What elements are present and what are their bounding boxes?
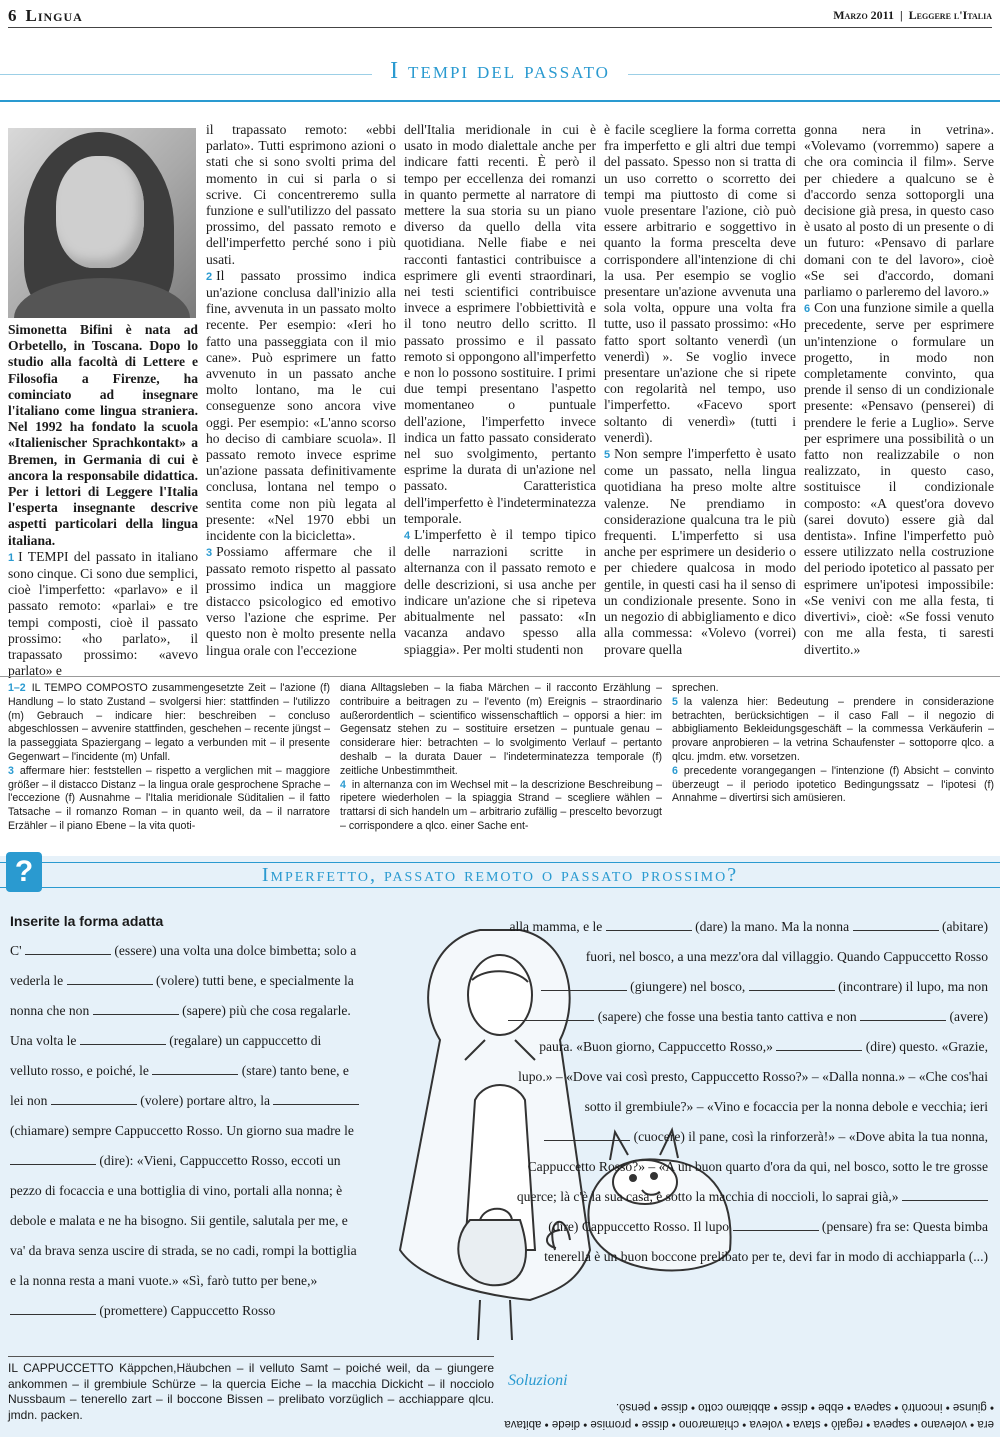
- exercise-text-segment: (sapere) più che cosa regalarle. Una volta le: [10, 1003, 351, 1048]
- glossary-entry: sprechen.: [672, 682, 719, 694]
- issue-date: Marzo 2011: [833, 8, 895, 22]
- answer-blank[interactable]: [10, 1151, 96, 1165]
- author-photo: [8, 128, 196, 318]
- answer-blank[interactable]: [51, 1091, 137, 1105]
- glossary-entry: [8, 682, 330, 765]
- exercise-text-segment: (stare) tanto bene, e lei non: [10, 1063, 349, 1108]
- glossary-entry: [8, 765, 330, 834]
- paragraph-text: Con una funzione simile a quella precedente, serve per esprimere un'intenzione o formulare un progetto, in modo non completamente convinto, qua prende il senso di un condizionale presente: «Pensavo (penserei) di prendere le ferie a Luglio». Serve per esprimere una possibilità o un fatto non realizzabile o non realizzato, in questo caso, sostituisce il condizionale composto: «A quest'ora dovevo (sarei dovuto) essere già dal dentista». Infine l'imperfetto può essere utilizzato nella costruzione del periodo ipotetico al passato per esprimere un'ipotesi impossibile: «Se venivi con me alla festa, ti divertivi», cioè: «Se fossi venuto con me alla festa, ti saresti divertito.»: [804, 300, 994, 657]
- exercise-text-left: [10, 910, 362, 1326]
- exercise-text-segment: (abitare) fuori, nel bosco, a una mezz'ora dal villaggio. Quando Cappuccetto Rosso: [585, 919, 988, 964]
- exercise-glossary: IL CAPPUCCETTO Käppchen,Häubchen – il velluto Samt – poiché weil, da – giungere ankommen – il grembiule Schürze – la quercia Eiche – la macchia Dickicht – il nocciolo Nussbaum – tenerello zart – il boccone Bissen – prelibato vorzüglich – acchiappare qlcu. jmdn. packen.: [8, 1356, 494, 1423]
- solutions-upside-down: era • volevano • sapeva • regalò • stava • voleva • chiamarono • disse • promise • diede • abitava • giunse • incontrò • sapeva • ebbe • disse • abbiamo cotto • disse • pensò.: [504, 1401, 994, 1430]
- exercise-text-segment: (essere) una volta una dolce bimbetta; solo a vederla le: [10, 943, 357, 988]
- paragraph-text: I TEMPI del passato in italiano sono cinque. Ci sono due semplici, cioè l'imperfetto: «parlavo» e il passato remoto: «parlai» e tre tempi composti, cioè il passato prossimo: «ho parlato», il trapassato prossimo: «avevo parlato» e: [8, 548, 198, 679]
- answer-blank[interactable]: [541, 977, 627, 991]
- glossary-number: 6: [672, 764, 678, 777]
- paragraph-text: Possiamo affermare che il passato remoto rispetto al passato prossimo indica un maggiore distacco psicologico ed emotivo verso l'azione che esprime. Per questo non è molto presente nella lingua orale con l'eccezione: [206, 544, 396, 658]
- section-name: Lingua: [25, 6, 83, 25]
- answer-blank[interactable]: [67, 971, 153, 985]
- answer-blank[interactable]: [860, 1007, 946, 1021]
- exercise-text-segment: (dire) Cappuccetto Rosso. Il lupo: [548, 1219, 730, 1234]
- glossary-number: 4: [340, 778, 346, 791]
- exercise-text-segment: (volere) portare altro, la: [140, 1093, 271, 1108]
- answer-blank[interactable]: [10, 1301, 96, 1315]
- glossary-text: in alternanza con im Wechsel mit – la descrizione Beschreibung – ripetere wiederholen – la spiaggia Strand – scegliere wählen – trattarsi di sich handeln um – arbitrario zufällig – prescelto bevorzugt – corrispondere a qlco. einer Sache ent-: [340, 778, 662, 832]
- paragraph-1: [8, 549, 198, 680]
- glossary-number: 1–2: [8, 682, 26, 694]
- exercise-title-band: [0, 862, 1000, 888]
- paragraph-number: 6: [804, 303, 811, 316]
- answer-blank[interactable]: [606, 917, 692, 931]
- paragraph-4-cont: è facile scegliere la forma corretta fra imperfetto e gli altri due tempi del passato. Spesso non si tratta di un uso corretto o scorretto dei tempi ma piuttosto di come si vuole presentare l'azione, ciò può essere arbitrario e soggettivo in quanto la forma prescelta deve corrispondere all'intenzione di chi la usa. Per esempio se voglio presentare un'azione avvenuta una sola volta, oppure una volta fra tutte, uso il passato prossimo: «Ho fatto sport soltanto venerdì (un venerdì) ». Se voglio invece presentare un'azione che si ripete con regolarità nel tempo, uso l'imperfetto. «Facevo sport soltanto di venerdì» (tutti i venerdì).: [604, 122, 796, 445]
- paragraph-3: [206, 544, 396, 658]
- glossary-number: 5: [672, 695, 678, 708]
- paragraph-5-cont: gonna nera in vetrina». «Volevamo (vorremmo) sapere a che ora comincia il film». Serve per chiedere a qualcuno se è d'accordo senza sottoporgli una decisione già presa, in questo caso è usato al posto di un presente o di un futuro: «Pensavo di parlare domani con te del lavoro», cioè «Se sei d'accordo, domani parliamo o parleremo del lavoro.»: [804, 122, 994, 300]
- article-title-band: [0, 52, 1000, 100]
- glossary-entry: [672, 765, 994, 806]
- column-5: [804, 122, 994, 658]
- answer-blank[interactable]: [152, 1061, 238, 1075]
- exercise-passage-left: [10, 936, 362, 1326]
- exercise-text-segment: (promettere) Cappuccetto Rosso: [99, 1303, 276, 1318]
- glossary-entry: diana Alltagsleben – la fiaba Märchen – il racconto Erzählung – contribuire a beitragen zu – l'evento (m) Ereignis – straordinario außerordentlich – scientifico wissenschaftlich – opporsi a hier: im Gegensatz stehen zu – sostituire ersetzen – puntuale genau – considerare hier: betrachten – lo svolgimento Verlauf – pertanto deshalb – la durata Dauer – l'indeterminatezza temporale (f) zeitliche Unbestimmtheit.: [340, 682, 662, 777]
- paragraph-1-cont: il trapassato remoto: «ebbi parlato». Tutti esprimono azioni o stati che si sono svolti prima del momento in cui si parla o si scrive. Ci concentreremo sulla funzione e sull'utilizzo del passato prossimo, del passato remoto e dell'imperfetto perché sono i più usati.: [206, 122, 396, 267]
- glossary-number: 3: [8, 764, 14, 777]
- header-separator: |: [900, 8, 903, 22]
- glossary-entry: [672, 696, 994, 765]
- answer-blank[interactable]: [902, 1187, 988, 1201]
- answer-blank[interactable]: [80, 1031, 166, 1045]
- paragraph-5: [604, 446, 796, 658]
- answer-blank[interactable]: [776, 1037, 862, 1051]
- exercise-text-segment: (chiamare) sempre Cappuccetto Rosso. Un giorno sua madre le: [10, 1123, 354, 1138]
- glossary-column-2: [340, 682, 662, 834]
- glossary-column-1: [8, 682, 330, 834]
- answer-blank[interactable]: [93, 1001, 179, 1015]
- exercise-text-segment: (dire): «Vieni, Cappuccetto Rosso, eccoti un pezzo di focaccia e una bottiglia di vino, portali alla nonna; è debole e malata e ne ha bisogno. Sii gentile, salutala per me, e va' da brava senza uscire di strada, se no cadi, rompi la bottiglia e la nonna resta a mani vuote.» «Sì, farò tutto per bene,»: [10, 1153, 357, 1288]
- glossary-text: precedente vorangegangen – l'intenzione (f) Absicht – convinto überzeugt – il periodo ipotetico Bedingungssatz – l'ipotesi (f) Annahme – divertirsi sich amüsieren.: [672, 764, 994, 805]
- column-2: [206, 122, 396, 659]
- exercise-text-segment: (pensare) fra se: Questa bimba tenerella è un buon boccone prelibato per te, devi far in modo di acchiapparla (...): [544, 1219, 988, 1264]
- article-title: I tempi del passato: [372, 58, 628, 85]
- paragraph-2: [206, 268, 396, 544]
- exercise-text-right: [506, 912, 988, 1272]
- paragraph-6: [804, 300, 994, 657]
- paragraph-text: Non sempre l'imperfetto è usato come un passato, nella lingua quotidiana ha preso molte altre valenze. Ne prendiamo in considerazione qualcuna tra le più frequenti. L'imperfetto si usa anche per esprimere un desiderio o per chiedere qualcosa in modo gentile, in questi casi ha il senso di un condizionale presente. Sono in un negozio di abbigliamento e dico alla commessa: «Volevo (vorrei) provare quella: [604, 446, 796, 657]
- exercise-text-segment: (sapere) che fosse una bestia tanto cattiva e non: [597, 1009, 857, 1024]
- title-rule: [0, 100, 1000, 102]
- answer-blank[interactable]: [273, 1091, 359, 1105]
- paragraph-text: Il passato prossimo indica un'azione conclusa dall'inizio alla fine, avvenuta in un passato molto recente. Per esempio: «Ieri ho fatto una passeggiata con il mio cane». Può esprimere un fatto avvenuto in un passato anche molto lontano, ma le cui conseguenze sono ancora vive oggi. Per esempio: «L'anno scorso ho deciso di cambiare scuola». Il passato remoto invece esprime un'azione passata definitivamente conclusa, lontana nel tempo o sentita come non più legata al presente: «Nel 1970 ebbi un incidente con la bicicletta».: [206, 267, 396, 544]
- exercise-instruction: Inserite la forma adatta: [10, 913, 164, 929]
- glossary-rule: [0, 676, 1000, 677]
- answer-blank[interactable]: [749, 977, 835, 991]
- answer-blank[interactable]: [733, 1217, 819, 1231]
- issue-info: [833, 8, 992, 23]
- paragraph-number: 4: [404, 530, 411, 543]
- exercise-text-segment: (dire) questo. «Grazie, lupo.» – «Dove vai così presto, Cappuccetto Rosso?» – «Dalla nonna.» – «Che cos'hai sotto il grembiule?» – «Vino e focaccia per la nonna debole e vecchia; ieri: [518, 1039, 988, 1114]
- paragraph-number: 5: [604, 449, 611, 462]
- question-mark-icon: ?: [6, 852, 42, 892]
- exercise-text-segment: (avere) paura. «Buon giorno, Cappuccetto Rosso,»: [539, 1009, 988, 1054]
- exercise-text-segment: C': [10, 943, 22, 958]
- column-1: [8, 322, 198, 679]
- page-number-section: [8, 6, 83, 26]
- paragraph-4: [404, 527, 596, 658]
- paragraph-number: 2: [206, 270, 213, 283]
- page-header: [8, 4, 992, 28]
- answer-blank[interactable]: [544, 1127, 630, 1141]
- exercise-text-segment: (incontrare) il lupo, ma non: [838, 979, 988, 994]
- paragraph-text: L'imperfetto è il tempo tipico delle narrazioni scritte in alternanza con il passato remoto e delle descrizioni, si usa anche per indicare un'azione che si ripeteva abitualmente nel passato: «In vacanza andavo spesso alla spiaggia». Per molti studenti non: [404, 527, 596, 657]
- glossary-text: la valenza hier: Bedeutung – prendere in considerazione betrachten, berücksichtigen – il caso Fall – il negozio di abbigliamento Bekleidungsgeschäft – la commessa Verkäuferin – provare anprobieren – la vetrina Schaufenster – sottoporre qlco. a qlcu. jmdm. etw. vorsetzen.: [672, 695, 994, 763]
- column-4: [604, 122, 796, 658]
- author-bio: Simonetta Bifini è nata ad Orbetello, in Toscana. Dopo lo studio alla facoltà di Lettere e Filosofia a Firenze, ha cominciato ad insegnare l'italiano come lingua straniera. Nel 1992 ha fondato la scuola «Italienischer Sprachkontakt» a Bremen, in Germania di cui è ancora la responsabile didattica. Per i lettori di Leggere l'Italia l'esperta insegnante descrive aspetti particolari della lingua italiana.: [8, 322, 198, 548]
- exercise-text-segment: (volere) tutti bene, e specialmente la nonna che non: [10, 973, 354, 1018]
- answer-blank[interactable]: [853, 917, 939, 931]
- exercise-text-segment: (regalare) un cappuccetto di velluto rosso, e poiché, le: [10, 1033, 322, 1078]
- exercise-text-segment: (dare) la mano. Ma la nonna: [695, 919, 850, 934]
- exercise-text-segment: (cuocere) il pane, così la rinforzerà!» – «Dove abita la tua nonna, Cappuccetto Rosso?» – «A un buon quarto d'ora da qui, nel bosco, sotto le tre grosse querce; là c'è la sua casa, è sotto la macchia di noccioli, lo saprai già,»: [516, 1129, 988, 1204]
- paragraph-3-cont: dell'Italia meridionale in cui è usato in modo dialettale anche per indicare fatti recenti. È però il tempo per eccellenza dei romanzi in quanto permette al narratore di mettere la sua storia su un piano diverso da quello della vita quotidiana. Nelle fiabe e nei racconti fantastici contribuisce a esprimere gli eventi straordinari, nei testi scientifici contribuisce invece a esprimere l'obbiettività e il tono neutro dello scritto. Il passato prossimo e il passato remoto si oppongono all'imperfetto e non lo possono sostituire. I primi due tempi presentano l'aspetto momentaneo o puntuale dell'azione, l'imperfetto invece indica un fatto passato considerato nel suo svolgimento, pertanto esprime la durata di un'azione nel passato. Caratteristica dell'imperfetto è l'indeterminatezza temporale.: [404, 122, 596, 526]
- solutions-label: Soluzioni: [508, 1372, 568, 1389]
- glossary-column-3: [672, 682, 994, 806]
- paragraph-number: 1: [8, 551, 15, 564]
- exercise-title: Imperfetto, passato remoto o passato prossimo?: [261, 864, 739, 886]
- glossary-entry: [340, 779, 662, 834]
- column-3: [404, 122, 596, 658]
- exercise-text-segment: (giungere) nel bosco,: [630, 979, 746, 994]
- answer-blank[interactable]: [25, 941, 111, 955]
- publication-name: Leggere l'Italia: [908, 8, 992, 22]
- paragraph-number: 3: [206, 547, 213, 560]
- glossary-text: IL TEMPO COMPOSTO zusammengesetzte Zeit – l'azione (f) Handlung – lo stato Zustand – svolgersi hier: stattfinden – l'utilizzo (m) Gebrauch – indicare hier: beschreiben – concluso abgeschlossen – avvenire stattfinden, geschehen – recente jüngst – la passeggiata Spaziergang – legato a verbunden mit – il presente Gegenwart – l'incidente (m) Unfall.: [8, 682, 330, 763]
- glossary-text: affermare hier: feststellen – rispetto a verglichen mit – maggiore größer – il distacco Distanz – la lingua orale gesprochene Sprache – l'eccezione (f) Ausnahme – l'Italia meridionale Süditalien – il fatto Tatsache – il romanzo Roman – in quanto weil, da – il narratore Erzähler – il piano Ebene – la vita quoti-: [8, 764, 330, 832]
- page-number: 6: [8, 6, 18, 25]
- exercise-text-segment: alla mamma, e le: [509, 919, 603, 934]
- answer-blank[interactable]: [508, 1007, 594, 1021]
